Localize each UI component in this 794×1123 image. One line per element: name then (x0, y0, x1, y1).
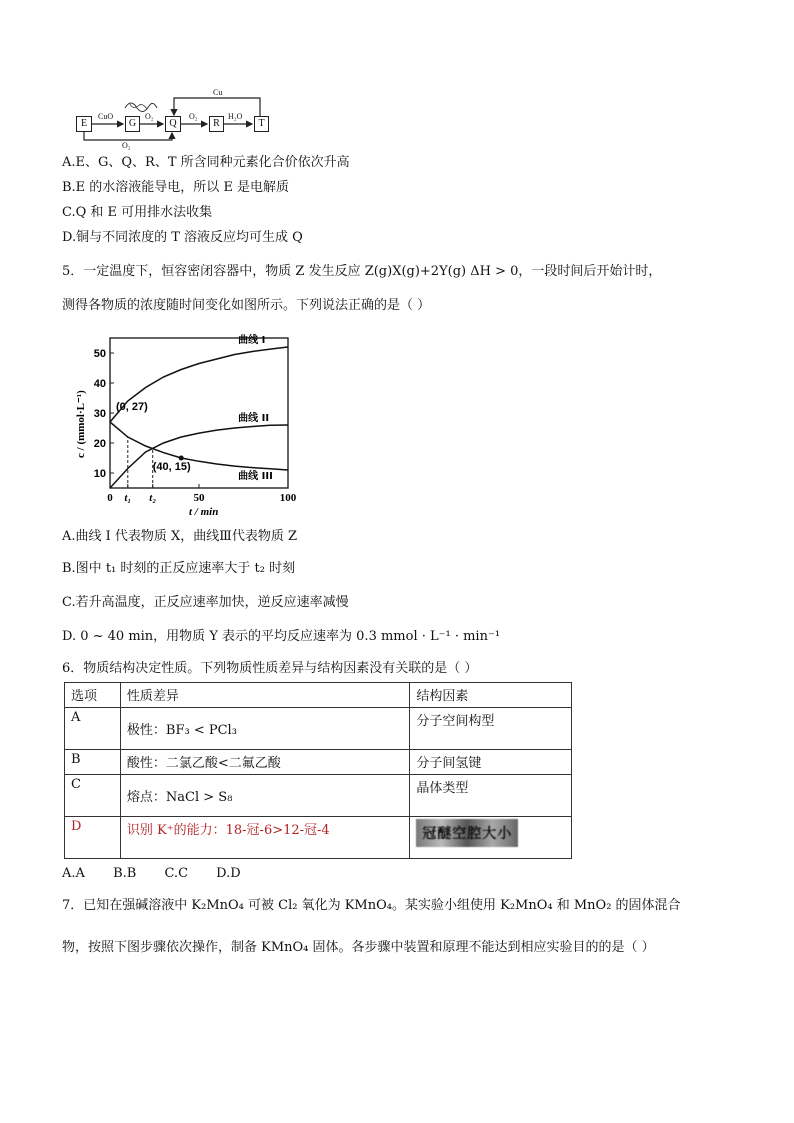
x-axis-label: t / min (189, 506, 219, 518)
table-row (65, 708, 572, 750)
row-d-factor-image: 冠醚空腔大小 (416, 819, 518, 847)
node-g: G (125, 116, 140, 132)
series-label: 曲线 I (238, 335, 266, 346)
row-b-property: 酸性：二氯乙酸<二氟乙酸 (120, 750, 409, 775)
q6-answer-d: D.D (216, 866, 241, 881)
row-a-property (120, 708, 409, 750)
q5-stem-line2: 测得各物质的浓度随时间变化如图所示。下列说法正确的是（ ） (62, 298, 431, 313)
node-q: Q (165, 116, 181, 132)
row-c-property (120, 775, 409, 817)
q5-option-c: C.若升高温度，正反应速率加快，逆反应速率减慢 (62, 595, 349, 610)
q6-answers (62, 866, 241, 882)
label-o2-gq: O₂ (145, 112, 154, 121)
q7-stem-line1: 7．已知在强碱溶液中 K₂MnO₄ 可被 Cl₂ 氧化为 KMnO₄。某实验小组使用 K₂MnO₄ 和 MnO₂ 的固体混合 (62, 898, 681, 913)
label-cuo: CuO (98, 112, 114, 121)
row-c-factor: 晶体类型 (410, 775, 572, 817)
row-a-factor: 分子空间构型 (410, 708, 572, 750)
q6-answer-c: C.C (164, 866, 189, 881)
y-tick-label: 50 (93, 348, 106, 360)
series-label: 曲线 II (238, 413, 270, 424)
row-d-property: 识别 K⁺的能力：18-冠-6>12-冠-4 (120, 817, 409, 859)
node-e: E (76, 116, 92, 132)
data-point (179, 456, 184, 461)
q4-option-a: A.E、G、Q、R、T 所含同种元素化合价依次升高 (62, 155, 350, 170)
q7-stem-line2: 物，按照下图步骤依次操作，制备 KMnO₄ 固体。各步骤中装置和原理不能达到相应实验目的的是（ ） (62, 940, 655, 955)
q5-option-d: D. 0 ~ 40 min，用物质 Y 表示的平均反应速率为 0.3 mmol · L⁻¹ · min⁻¹ (62, 629, 501, 644)
q4-option-b: B.E 的水溶液能导电，所以 E 是电解质 (62, 180, 290, 195)
x-tick-label: 50 (193, 492, 205, 504)
q4-option-d: D.铜与不同浓度的 T 溶液反应均可生成 Q (62, 230, 303, 245)
annotation-label: (0, 27) (116, 401, 148, 413)
q6-answer-b: B.B (113, 866, 137, 881)
q5-option-b: B.图中 t₁ 时刻的正反应速率大于 t₂ 时刻 (62, 561, 296, 576)
series-line (110, 422, 288, 470)
label-h2o: H₂O (228, 112, 243, 121)
x-tick-label: t₂ (149, 492, 157, 504)
concentration-time-chart (66, 328, 296, 518)
header-factor: 结构因素 (410, 683, 572, 708)
row-c-property-text: 熔点：NaCl > S₈ (126, 790, 233, 805)
label-o2-eq: O₂ (122, 141, 131, 150)
node-t: T (254, 116, 269, 132)
q6-answer-a: A.A (62, 866, 85, 881)
table-header-row (65, 683, 572, 708)
y-tick-label: 30 (93, 408, 106, 420)
y-axis-label: c / (mmol·L⁻¹) (75, 390, 87, 458)
y-tick-label: 40 (93, 378, 106, 390)
header-property: 性质差异 (120, 683, 409, 708)
table-row (65, 750, 572, 775)
q6-table (64, 682, 572, 859)
label-cu: Cu (213, 88, 223, 97)
row-a-property-text: 极性：BF₃ < PCl₃ (126, 723, 237, 738)
reaction-diagram (70, 86, 280, 150)
q6-stem: 6．物质结构决定性质。下列物质性质差异与结构因素没有关联的是（ ） (62, 661, 478, 676)
y-tick-label: 20 (93, 438, 106, 450)
x-tick-label: 0 (107, 492, 113, 504)
table-row (65, 817, 572, 859)
row-d-factor (410, 817, 572, 859)
row-a-option: A (65, 708, 121, 750)
y-tick-label: 10 (93, 468, 106, 480)
label-o2-qr: O₂ (189, 112, 198, 121)
q5-option-a: A.曲线 I 代表物质 X，曲线Ⅲ代表物质 Z (62, 529, 298, 544)
x-tick-label: 100 (279, 492, 296, 504)
annotation-label: (40, 15) (152, 461, 191, 473)
x-tick-label: t₁ (124, 492, 132, 504)
series-label: 曲线 III (238, 471, 273, 482)
row-d-option: D (65, 817, 121, 859)
row-c-option: C (65, 775, 121, 817)
header-option: 选项 (65, 683, 121, 708)
node-r: R (209, 116, 224, 132)
row-b-factor: 分子间氢键 (410, 750, 572, 775)
q5-stem-line1: 5．一定温度下，恒容密闭容器中，物质 Z 发生反应 Z(g)X(g)+2Y(g) ΔH > 0，一段时间后开始计时， (62, 264, 662, 279)
q4-option-c: C.Q 和 E 可用排水法收集 (62, 205, 213, 220)
row-b-option: B (65, 750, 121, 775)
table-row (65, 775, 572, 817)
